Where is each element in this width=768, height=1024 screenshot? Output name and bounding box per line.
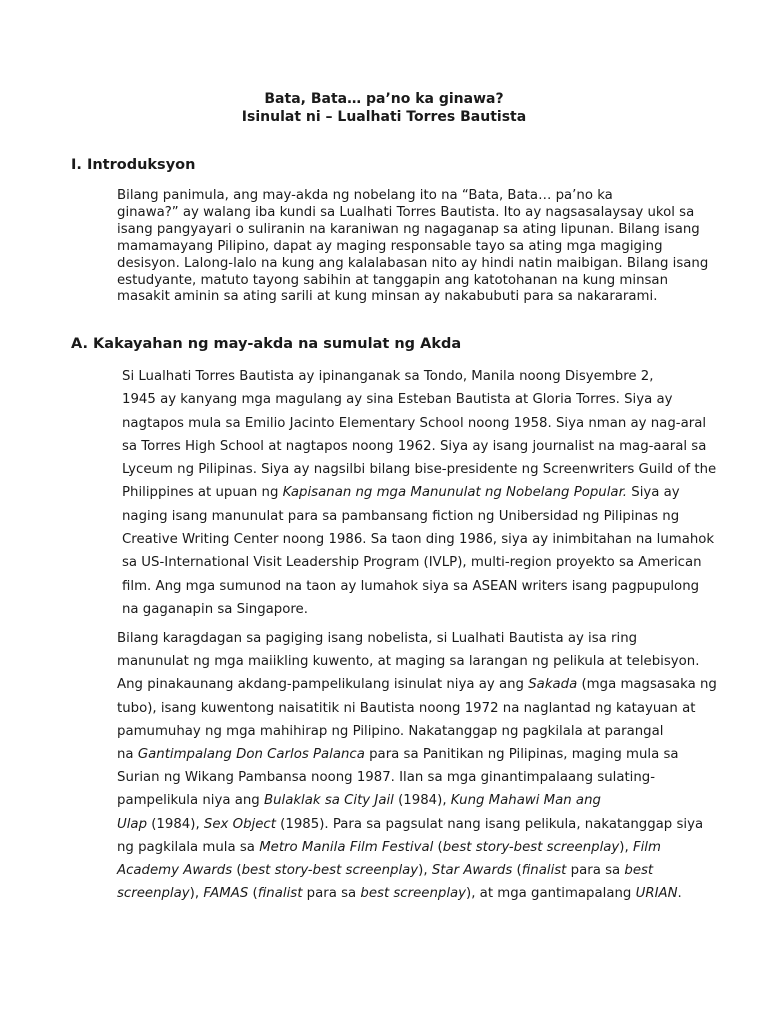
italic-text: screenplay	[117, 886, 190, 902]
italic-text: Film	[632, 839, 661, 855]
paragraph-line: 1945 ay kanyang mga magulang ay sina Esteban Bautista at Gloria Torres. Siya ay	[122, 392, 673, 408]
document-title: Bata, Bata… pa’no ka ginawa?	[264, 91, 504, 107]
italic-text: Kapisanan ng mga Manunulat ng Nobelang Popular.	[282, 485, 628, 501]
paragraph-line	[71, 836, 707, 859]
paragraph-line: desisyon. Lalong-lalo na kung ang kalalabasan nito ay hindi natin maibigan. Bilang isang	[117, 255, 709, 271]
text-run: ),	[418, 863, 432, 879]
text-run: Siya ay	[627, 485, 680, 501]
text-run: ),	[619, 839, 633, 855]
paragraph-line: ginawa?” ay walang iba kundi sa Lualhati Torres Bautista. Ito ay nagsasalaysay ukol sa	[117, 204, 695, 220]
italic-text: Sex Object	[203, 816, 276, 832]
text-run: (	[232, 863, 242, 879]
paragraph-line	[71, 859, 707, 882]
italic-text: Gantimpalang Don Carlos Palanca	[137, 747, 365, 763]
text-run: ng pagkilala mula sa	[117, 839, 260, 855]
paragraph-line: Si Lualhati Torres Bautista ay ipinanganak sa Tondo, Manila noong Disyembre 2,	[122, 369, 654, 384]
paragraph-line: film. Ang mga sumunod na taon ay lumahok siya sa ASEAN writers isang pagpupulong	[122, 578, 700, 594]
paragraph-career	[71, 627, 717, 905]
italic-text: finalist	[521, 863, 567, 879]
italic-text: Sakada	[528, 677, 578, 693]
italic-text: Academy Awards	[117, 863, 233, 879]
italic-text: Ulap	[117, 816, 148, 832]
paragraph-biography	[71, 365, 717, 621]
paragraph-line: pamumuhay ng mga mahihirap ng Pilipino. Nakatanggap ng pagkilala at parangal	[117, 723, 664, 739]
paragraph-line: Creative Writing Center noong 1986. Sa taon ding 1986, siya ay inimbitahan na lumahok	[122, 532, 715, 548]
text-run: (1984),	[147, 816, 204, 832]
paragraph-line: tubo), isang kuwentong naisatitik ni Bautista noong 1972 na naglantad ng katayuan at	[117, 700, 696, 716]
italic-text: Bulaklak sa City Jail	[263, 793, 394, 809]
italic-text: best screenplay	[360, 886, 467, 902]
text-run: (mga magsasaka ng	[577, 677, 717, 693]
text-run: pampelikula niya ang	[117, 793, 264, 809]
text-run: para sa	[566, 863, 625, 879]
italic-text: best	[624, 863, 654, 879]
text-run: ),	[189, 886, 204, 902]
paragraph-line: nagtapos mula sa Emilio Jacinto Elementary School noong 1958. Siya nman ay nag-aral	[122, 415, 707, 431]
text-run: Ang pinakaunang akdang-pampelikulang isinulat niya ay ang	[117, 677, 529, 693]
paragraph-line: isang pangyayari o suliranin na karaniwan ng nagaganap sa ating lipunan. Bilang isang	[117, 221, 700, 237]
paragraph-line: sa US-International Visit Leadership Program (IVLP), multi-region proyekto sa American	[122, 555, 702, 571]
text-run: na	[117, 747, 138, 763]
text-run: Philippines at upuan ng	[122, 485, 283, 501]
document-byline: Isinulat ni – Lualhati Torres Bautista	[241, 109, 527, 125]
text-run: (1985). Para sa pagsulat nang isang pelikula, nakatanggap siya	[275, 816, 704, 832]
italic-text: finalist	[257, 886, 303, 902]
paragraph-line	[71, 743, 707, 766]
paragraph-line: manunulat ng mga maiikling kuwento, at maging sa larangan ng pelikula at telebisyon.	[117, 654, 700, 670]
italic-text: Metro Manila Film Festival	[259, 839, 434, 855]
text-run: para sa Panitikan ng Pilipinas, maging mula sa	[364, 747, 679, 763]
italic-text: Star Awards	[431, 863, 513, 879]
text-run: (1984),	[393, 793, 451, 809]
paragraph-line: mamamayang Pilipino, dapat ay maging responsable tayo sa ating mga magiging	[117, 238, 663, 254]
paragraph-line: estudyante, matuto tayong sabihin at tanggapin ang katotohanan na kung minsan	[117, 272, 668, 288]
paragraph-line: Surian ng Wikang Pambansa noong 1987. Ilan sa mga ginantimpalaang sulating-	[117, 770, 656, 786]
text-run: para sa	[302, 886, 361, 902]
text-run: .	[677, 886, 682, 902]
italic-text: best story-best screenplay	[442, 839, 620, 855]
paragraph-introduksyon	[71, 188, 707, 306]
paragraph-line	[71, 882, 707, 905]
text-run: ), at mga gantimapalang	[466, 886, 636, 902]
paragraph-line	[71, 813, 707, 836]
section-heading-kakayahan: A. Kakayahan ng may-akda na sumulat ng Akda	[71, 336, 462, 352]
paragraph-line	[71, 673, 717, 696]
text-run: (	[433, 839, 443, 855]
paragraph-line: Bilang panimula, ang may-akda ng nobelang ito na “Bata, Bata… pa’no ka	[117, 188, 613, 203]
paragraph-line: naging isang manunulat para sa pambansang fiction ng Unibersidad ng Pilipinas ng	[122, 508, 680, 524]
text-run: (	[512, 863, 522, 879]
italic-text: best story-best screenplay	[241, 863, 419, 879]
paragraph-line: masakit aminin sa ating sarili at kung minsan ay nakabubuti para sa nakararami.	[117, 289, 658, 305]
italic-text: URIAN	[635, 886, 678, 902]
paragraph-line	[71, 481, 707, 504]
paragraph-line	[71, 789, 707, 812]
text-run: (	[248, 886, 258, 902]
paragraph-line: Lyceum ng Pilipinas. Siya ay nagsilbi bilang bise-presidente ng Screenwriters Guild of the	[122, 462, 717, 478]
italic-text: Kung Mahawi Man ang	[450, 793, 601, 809]
italic-text: FAMAS	[203, 886, 249, 902]
section-heading-introduksyon: I. Introduksyon	[71, 157, 196, 173]
paragraph-line: sa Torres High School at nagtapos noong 1962. Siya ay isang journalist na mag-aaral sa	[122, 438, 707, 454]
paragraph-line: na gaganapin sa Singapore.	[122, 601, 308, 617]
paragraph-line: Bilang karagdagan sa pagiging isang nobelista, si Lualhati Bautista ay isa ring	[117, 631, 638, 646]
